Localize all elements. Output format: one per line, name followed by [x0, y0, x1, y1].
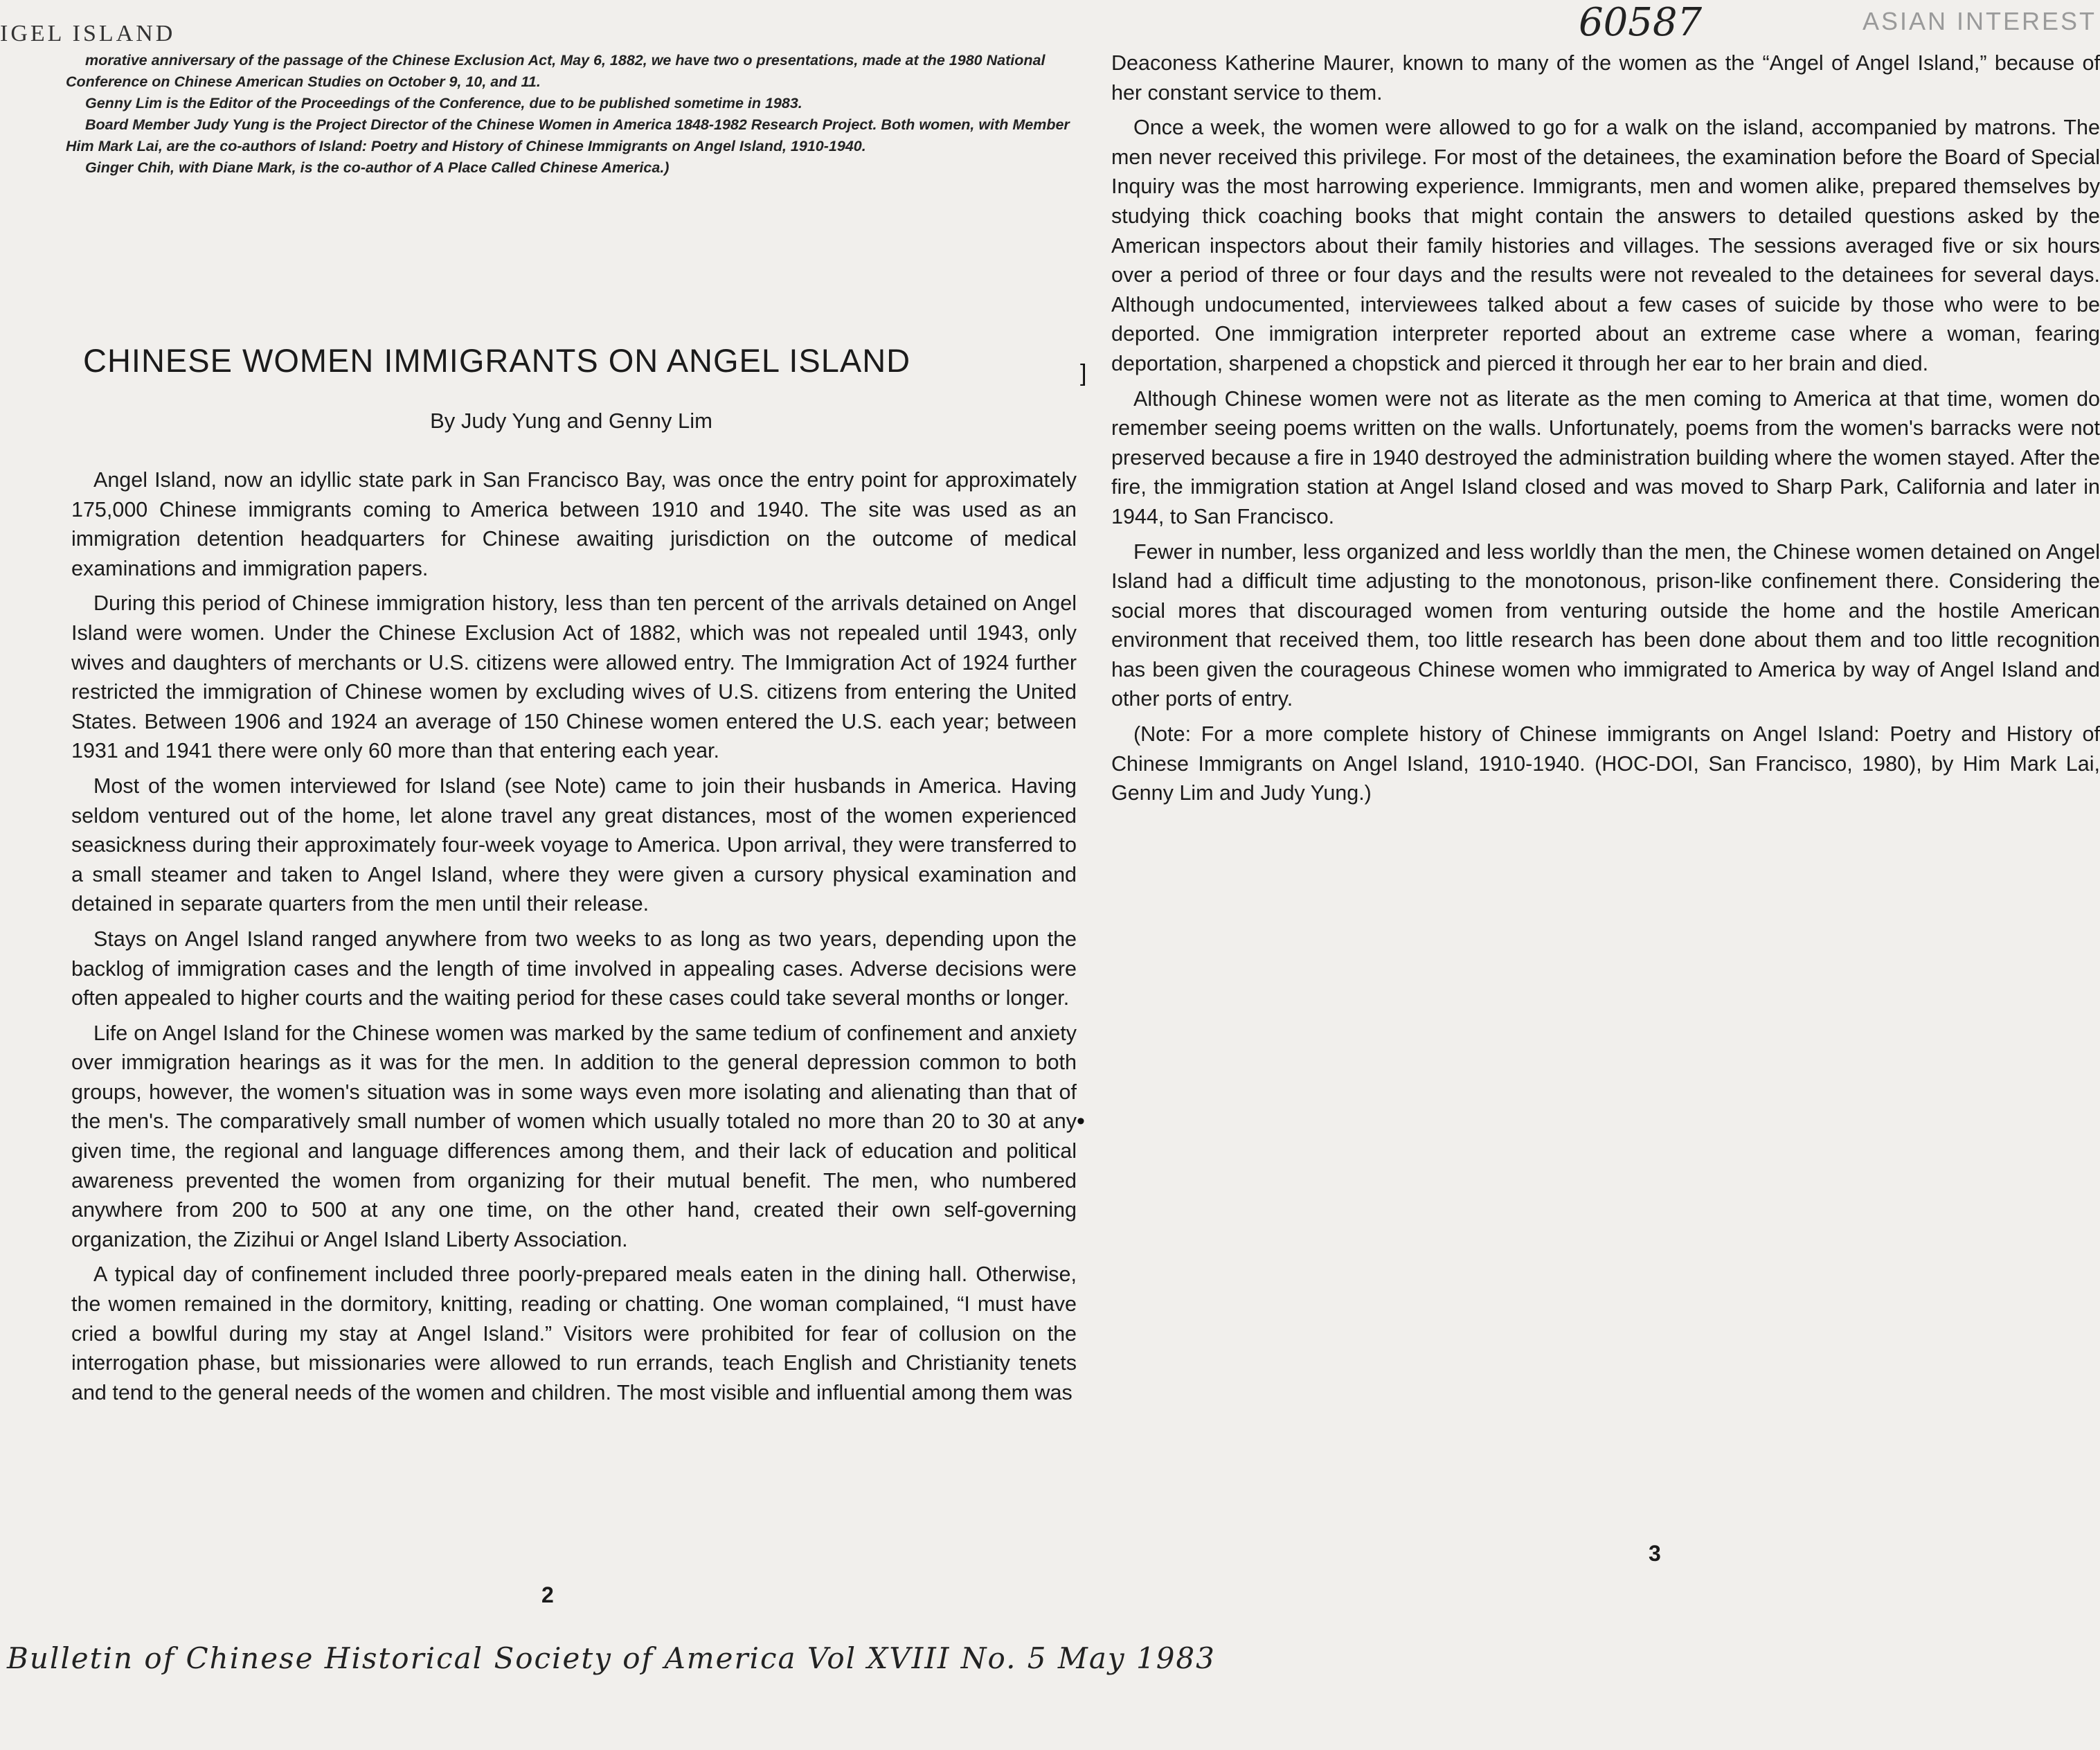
intro-line: morative anniversary of the passage of the Chinese Exclusion Act, May 6, 1882, we have two o presentations, made at the 1980 National Conference on Chinese American Studies on October 9, 10, and 11.	[66, 52, 1045, 90]
paragraph: Although Chinese women were not as literate as the men coming to America at that time, women do remember seeing poems written on the walls. Unfortunately, poems from the women's barracks were not preserved because a fire in 1940 destroyed the administration building where the women stayed. After the fire, the immigration station at Angel Island closed and was moved to Sharp Park, California and later in 1944, to San Francisco.	[1111, 386, 2100, 528]
paragraph: Life on Angel Island for the Chinese women was marked by the same tedium of confinement and anxiety over immigration hearings as it was for the men. In addition to the general depression common to both groups, however, the women's situation was in some ways even more isolating and alienating than that of the men's. The comparatively small number of women which usually totaled no more than 20 to 30 at any given time, the regional and language differences among them, and their lack of education and political awareness prevented the women from organizing for their mutual benefit. The men, who numbered anywhere from 200 to 500 at any one time, on the other hand, created their own self-governing organization, the Zizihui or Angel Island Liberty Association.	[71, 1021, 1077, 1251]
page-number-left: 2	[541, 1582, 554, 1607]
paragraph: Most of the women interviewed for Island (see Note) came to join their husbands in America. Having seldom ventured out of the home, let alone travel any great distances, most of the women experienced seasickness during their approximately four-week voyage to America. Upon arrival, they were transferred to a small steamer and taken to Angel Island, where they were given a cursory physical examination and detained in separate quarters from the men until their release.	[71, 774, 1077, 916]
handwritten-citation: Bulletin of Chinese Historical Society of America Vol XVIII No. 5 May 1983	[7, 1641, 1216, 1675]
paragraph: A typical day of confinement included three poorly-prepared meals eaten in the dining hall. Otherwise, the women remained in the dormitory, knitting, reading or chatting. One woman complained, “I must have cried a bowlful during my stay at Angel Island.” Visitors were prohibited for fear of collusion on the interrogation phase, but missionaries were allowed to run errands, teach English and Christianity tenets and tend to the general needs of the women and children. The most visible and influential among them was	[71, 1262, 1077, 1404]
left-column	[71, 465, 1077, 1407]
paragraph: Angel Island, now an idyllic state park in San Francisco Bay, was once the entry point for approximately 175,000 Chinese immigrants coming to America between 1910 and 1940. The site was used as an immigration detention headquarters for Chinese awaiting jurisdiction on the outcome of medical examinations and immigration papers.	[71, 468, 1077, 580]
paragraph: Once a week, the women were allowed to go for a walk on the island, accompanied by matrons. The men never received this privilege. For most of the detainees, the examination before the Board of Special Inquiry was the most harrowing experience. Immigrants, men and women alike, prepared themselves by studying thick coaching books that might contain the answers to detailed questions asked by the American inspectors about their family histories and villages. The sessions averaged five or six hours over a period of three or four days and the results were not revealed to the detainees for several days. Although undocumented, interviewees talked about a few cases of suicide by those who were to be deported. One immigration interpreter reported about an extreme case where a woman, fearing deportation, sharpened a chopstick and pierced it through her ear to her brain and died.	[1111, 116, 2100, 375]
paragraph: Stays on Angel Island ranged anywhere from two weeks to as long as two years, depending upon the backlog of immigration cases and the length of time involved in appealing cases. Adverse decisions were often appealed to higher courts and the waiting period for these cases could take several months or longer.	[71, 927, 1077, 1010]
island-stamp: IGEL ISLAND	[0, 21, 176, 46]
margin-tick-mark: •	[1077, 1108, 1085, 1134]
page-number-right: 3	[1649, 1541, 1661, 1566]
asian-interest-stamp: ASIAN INTEREST	[1863, 7, 2097, 35]
paragraph: Fewer in number, less organized and less worldly than the men, the Chinese women detained on Angel Island had a difficult time adjusting to the monotonous, prison-like confinement there. Considering the social mores that discouraged women from venturing outside the home and the hostile American environment that received them, too little research has been done about them and too little recognition has been given the courageous Chinese women who immigrated to America by way of Angel Island and other ports of entry.	[1111, 539, 2100, 711]
margin-bracket-mark: ]	[1080, 360, 1087, 386]
article-byline: By Judy Yung and Genny Lim	[430, 409, 712, 433]
paragraph: Deaconess Katherine Maurer, known to many of the women as the “Angel of Angel Island,” because of her constant service to them.	[1111, 51, 2100, 105]
intro-line: Genny Lim is the Editor of the Proceedings of the Conference, due to be published sometime in 1983.	[85, 95, 802, 111]
paragraph: (Note: For a more complete history of Chinese immigrants on Angel Island: Poetry and History of Chinese Immigrants on Angel Island, 1910-1940. (HOC-DOI, San Francisco, 1980), by Him Mark Lai, Genny Lim and Judy Yung.)	[1111, 722, 2100, 805]
right-column	[1111, 48, 2100, 808]
paragraph: During this period of Chinese immigration history, less than ten percent of the arrivals detained on Angel Island were women. Under the Chinese Exclusion Act of 1882, which was not repealed until 1943, only wives and daughters of merchants or U.S. citizens were allowed entry. The Immigration Act of 1924 further restricted the immigration of Chinese women by excluding wives of U.S. citizens from entering the United States. Between 1906 and 1924 an average of 150 Chinese women entered the U.S. each year; between 1931 and 1941 there were only 60 more than that entering each year.	[71, 591, 1077, 763]
article-title: CHINESE WOMEN IMMIGRANTS ON ANGEL ISLAND	[83, 342, 911, 379]
intro-note	[66, 50, 1077, 179]
handwritten-number: 60587	[1579, 0, 1703, 45]
intro-line: Board Member Judy Yung is the Project Director of the Chinese Women in America 1848-1982 Research Project. Both women, with Member Him Mark Lai, are the co-authors of Island: Poetry and History of Chinese Immigrants on Angel Island, 1910-1940.	[66, 116, 1070, 154]
intro-line: Ginger Chih, with Diane Mark, is the co-author of A Place Called Chinese America.)	[85, 159, 670, 176]
